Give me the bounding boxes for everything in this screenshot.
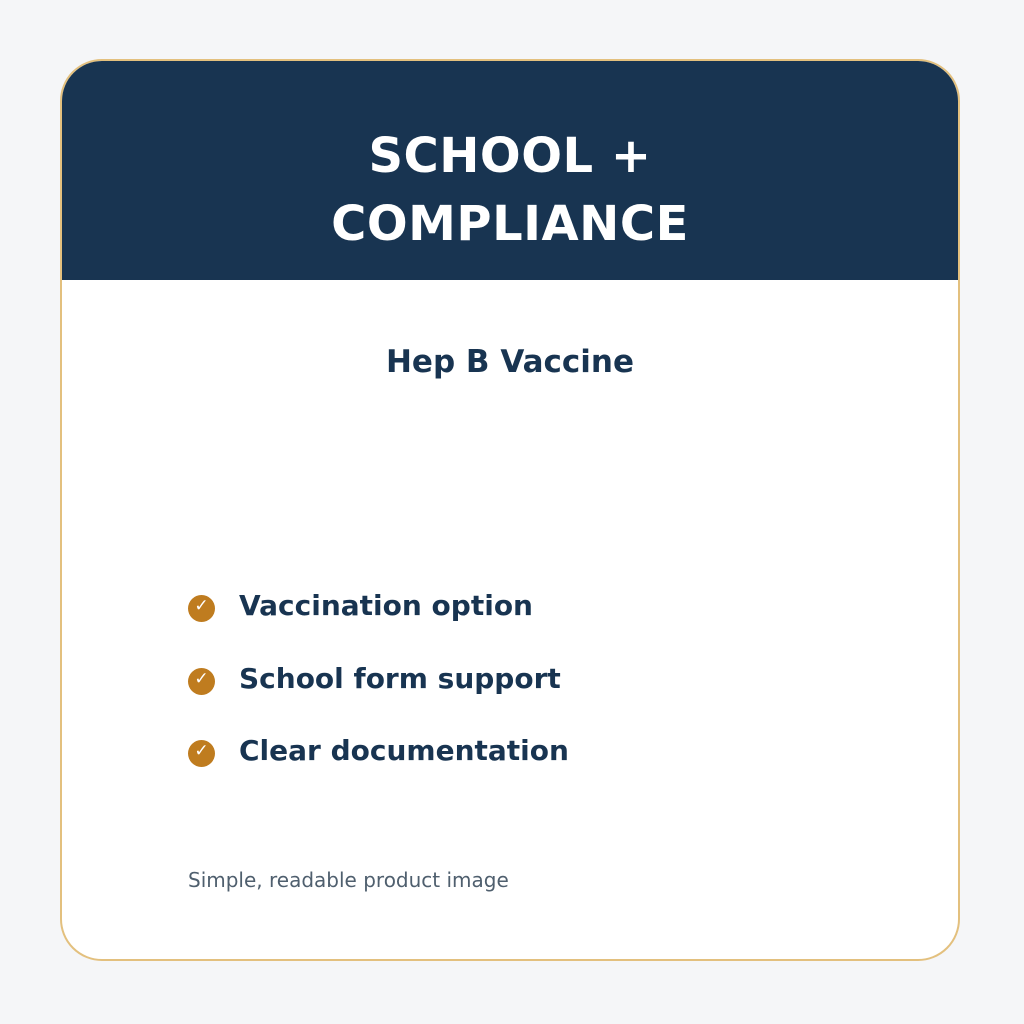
title-line-2: COMPLIANCE [331, 196, 689, 252]
feature-label: School form support [239, 661, 561, 695]
card-header [62, 61, 958, 280]
feature-label: Clear documentation [239, 734, 569, 767]
product-card [60, 59, 960, 961]
check-circle-icon: ✓ [188, 668, 215, 695]
title-line-1: SCHOOL + [368, 128, 652, 184]
feature-label: Vaccination option [239, 589, 533, 622]
check-circle-icon: ✓ [188, 595, 215, 622]
check-circle-icon: ✓ [188, 740, 215, 767]
card-footer-note: Simple, readable product image [188, 868, 509, 892]
card-subtitle: Hep B Vaccine [385, 344, 635, 380]
card-title [62, 122, 958, 258]
